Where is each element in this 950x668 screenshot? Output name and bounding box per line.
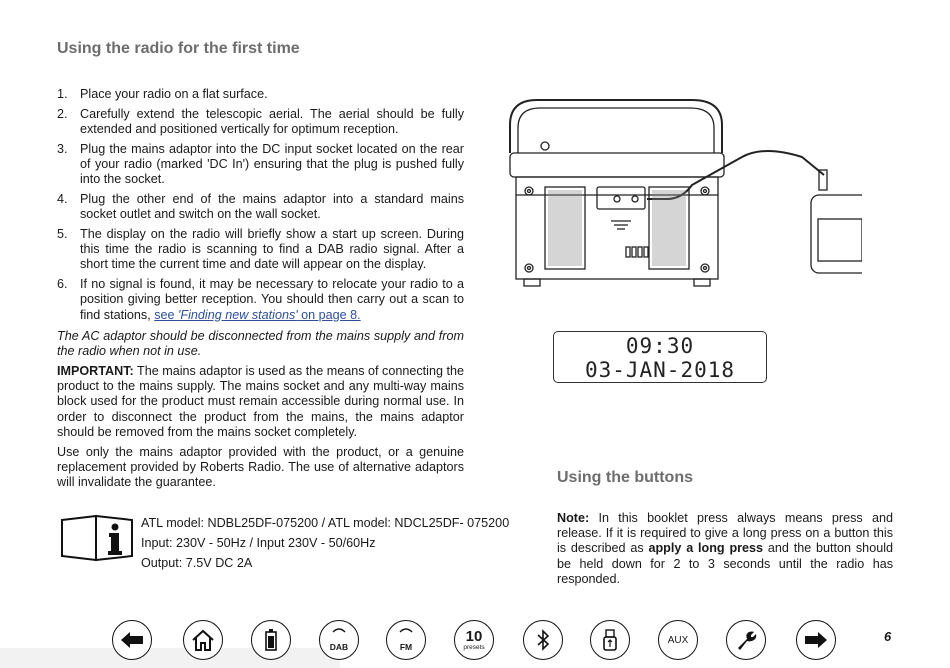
important-text: The mains adaptor is used as the means of connecting the product to the mains supply. The mains socket and any multi-way mains block used for the product must remain accessible during normal use. In order to disconnect the product from the mains, the mains adaptor should be removed from the mains socket completely. bbox=[57, 364, 464, 439]
step-text: The display on the radio will briefly show a start up screen. During this time the radio is scanning to find a DAB radio signal. After a short time the current time and date will appear on the display. bbox=[80, 227, 464, 272]
settings-button[interactable] bbox=[726, 620, 766, 660]
step-number: 2. bbox=[57, 106, 68, 121]
adaptor-model-info bbox=[141, 513, 509, 573]
link-title: 'Finding new stations' bbox=[178, 307, 298, 322]
bluetooth-button[interactable] bbox=[523, 620, 563, 660]
step-text: Place your radio on a flat surface. bbox=[80, 87, 268, 101]
display-time: 09:30 bbox=[625, 334, 695, 358]
link-suffix: on page 8. bbox=[297, 307, 361, 322]
step-number: 6. bbox=[57, 277, 68, 292]
display-date: 03-JAN-2018 bbox=[584, 358, 736, 382]
setup-steps-list bbox=[57, 87, 464, 327]
fm-button[interactable] bbox=[386, 620, 426, 660]
link-prefix: see bbox=[154, 307, 179, 322]
battery-icon bbox=[264, 628, 278, 652]
radio-rear-illustration bbox=[502, 95, 862, 295]
forward-button[interactable] bbox=[796, 620, 836, 660]
usb-icon bbox=[602, 628, 618, 652]
list-item bbox=[57, 227, 464, 273]
output-line: Output: 7.5V DC 2A bbox=[141, 556, 253, 570]
page-number: 6 bbox=[884, 629, 892, 644]
step-number: 5. bbox=[57, 227, 68, 241]
list-item bbox=[57, 192, 464, 222]
read-manual-icon bbox=[60, 514, 134, 562]
wrench-icon bbox=[735, 629, 757, 651]
important-note bbox=[57, 364, 464, 440]
step-number: 4. bbox=[57, 192, 68, 206]
ac-adaptor-note: The AC adaptor should be disconnected from the mains supply and from the radio when not in use. bbox=[57, 329, 464, 359]
usb-button[interactable] bbox=[590, 620, 630, 660]
home-icon bbox=[191, 629, 215, 651]
dab-button[interactable] bbox=[319, 620, 359, 660]
note-text-end: and the button should be held down for 2 to 3 seconds until the radio has responded. bbox=[557, 541, 893, 586]
step-number: 3. bbox=[57, 141, 68, 156]
arrow-left-icon bbox=[120, 631, 144, 649]
finding-stations-link[interactable] bbox=[154, 308, 360, 322]
list-item bbox=[57, 107, 464, 137]
bluetooth-icon bbox=[536, 629, 550, 651]
presets-label: presets bbox=[463, 643, 485, 651]
aux-label: AUX bbox=[667, 634, 689, 646]
radio-display bbox=[553, 331, 767, 383]
step-text: Plug the mains adaptor into the DC input socket located on the rear of your radio (marked 'DC In') ensuring that the plug is pushed fully into the socket. bbox=[80, 141, 464, 187]
arrow-right-icon bbox=[804, 631, 828, 649]
list-item bbox=[57, 142, 464, 188]
note-label: Note: bbox=[557, 511, 590, 525]
home-button[interactable] bbox=[183, 620, 223, 660]
back-button[interactable] bbox=[112, 620, 152, 660]
model-line: ATL model: NDBL25DF-075200 / ATL model: NDCL25DF- 075200 bbox=[141, 516, 510, 530]
step-text: Carefully extend the telescopic aerial. The aerial should be fully extended and positioned vertically for optimum reception. bbox=[80, 106, 464, 136]
step-number: 1. bbox=[57, 87, 68, 101]
buttons-note bbox=[557, 511, 893, 587]
note-emphasis: apply a long press bbox=[648, 541, 764, 556]
important-label: IMPORTANT: bbox=[57, 364, 134, 378]
input-line: Input: 230V - 50Hz / Input 230V - 50/60Hz bbox=[141, 536, 376, 550]
step-text: If no signal is found, it may be necessary to relocate your radio to a position giving better reception. You should then carry out a scan to find stations, bbox=[80, 277, 464, 322]
navigation-bar bbox=[112, 620, 842, 662]
fm-label: FM bbox=[399, 641, 413, 652]
presets-button[interactable] bbox=[454, 620, 494, 660]
buttons-section-title: Using the buttons bbox=[557, 469, 693, 486]
list-item bbox=[57, 277, 464, 323]
step-text: Plug the other end of the mains adaptor into a standard mains socket outlet and switch on the wall socket. bbox=[80, 192, 464, 222]
dab-label: DAB bbox=[329, 641, 349, 652]
battery-button[interactable] bbox=[251, 620, 291, 660]
note-text: In this booklet press always means press and release. If it is required to give a long press on a button this is described as bbox=[557, 511, 893, 556]
presets-number: 10 bbox=[465, 627, 483, 645]
page-title: Using the radio for the first time bbox=[57, 40, 300, 57]
aux-button[interactable] bbox=[658, 620, 698, 660]
list-item bbox=[57, 87, 464, 102]
adaptor-warning: Use only the mains adaptor provided with the product, or a genuine replacement provided by Roberts Radio. The use of alternative adaptors will invalidate the guarantee. bbox=[57, 445, 464, 490]
